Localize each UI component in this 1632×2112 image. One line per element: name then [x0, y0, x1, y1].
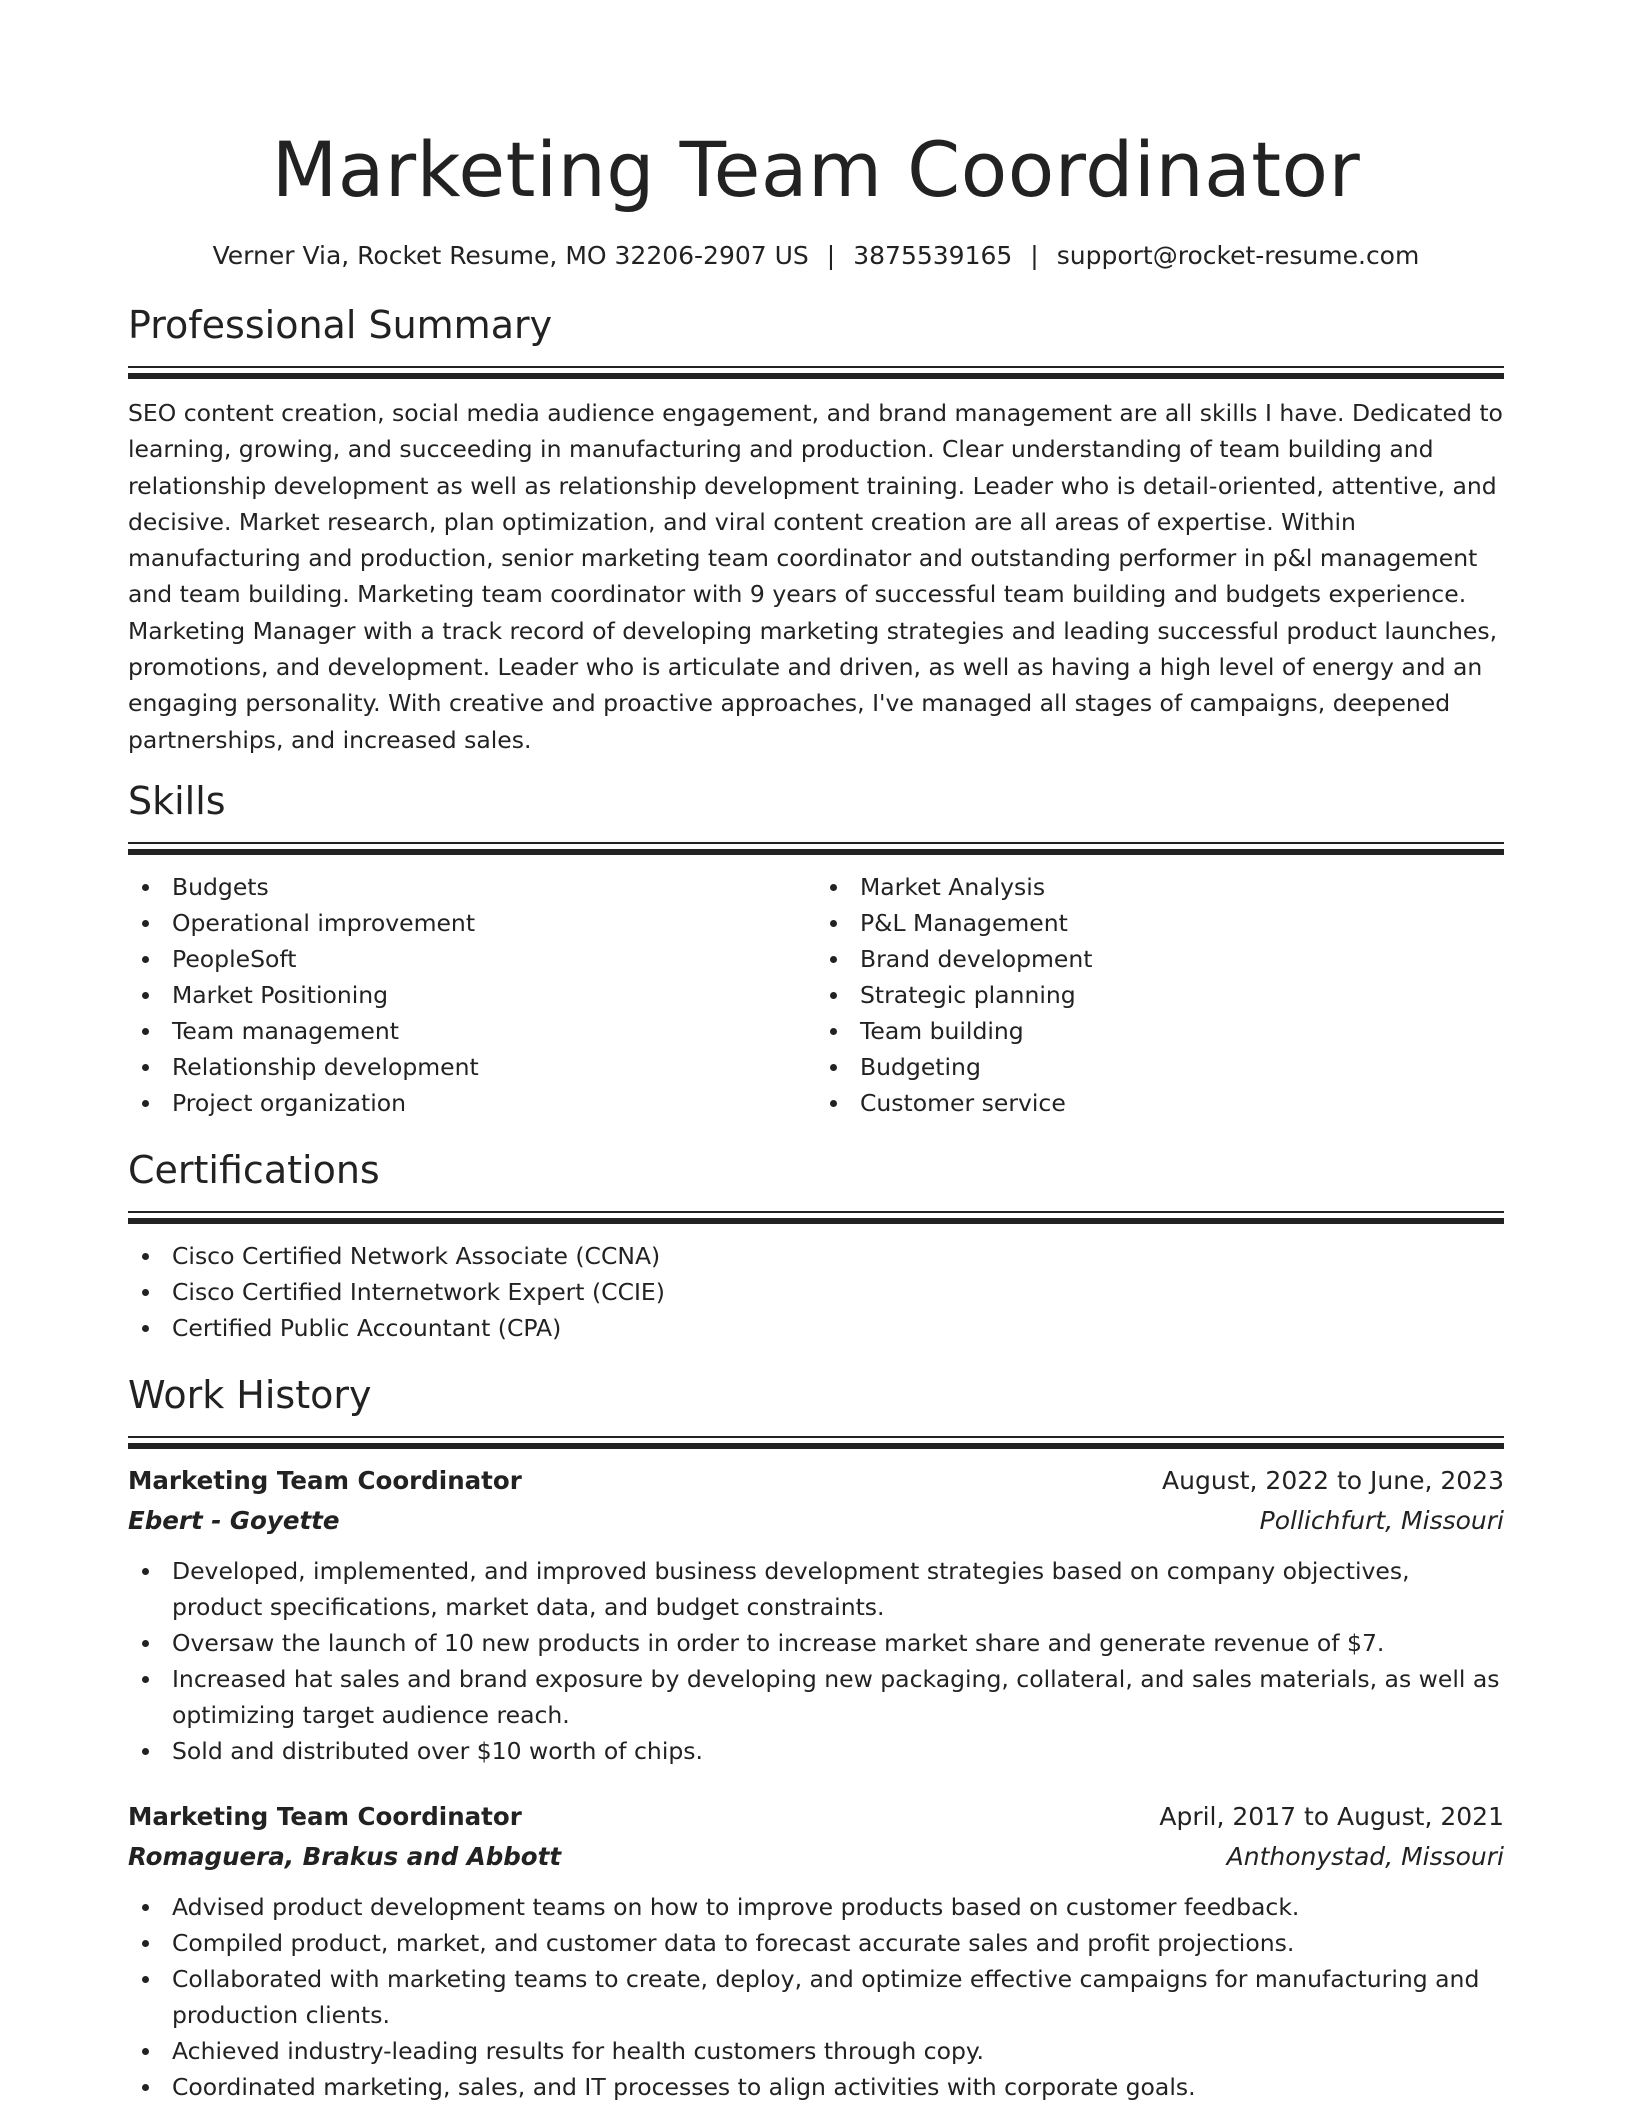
- skill-item: Market Positioning: [128, 977, 816, 1013]
- contact-email: support@rocket-resume.com: [1056, 241, 1420, 270]
- skill-item: PeopleSoft: [128, 941, 816, 977]
- certifications-section: [128, 1145, 1504, 1346]
- skills-section: [128, 776, 1504, 1121]
- job-company: Ebert - Goyette: [128, 1505, 340, 1535]
- skill-item: Market Analysis: [816, 869, 1504, 905]
- section-divider: [128, 1443, 1504, 1449]
- job-header: [128, 1797, 1504, 1837]
- job-bullets: [128, 1889, 1504, 2105]
- section-divider: [128, 1211, 1504, 1213]
- job-company: Romaguera, Brakus and Abbott: [128, 1841, 562, 1871]
- certification-item: Cisco Certified Internetwork Expert (CCIE): [128, 1274, 1504, 1310]
- job-subheader: [128, 1501, 1504, 1541]
- job-bullet: Achieved industry-leading results for health customers through copy.: [128, 2033, 1504, 2069]
- skill-item: Brand development: [816, 941, 1504, 977]
- job-bullet: Increased hat sales and brand exposure by developing new packaging, collateral, and sales materials, as well as optimizing target audience reach.: [128, 1661, 1504, 1733]
- certifications-list: [128, 1238, 1504, 1346]
- skills-list-left: [128, 869, 816, 1121]
- contact-line: [128, 238, 1504, 274]
- certification-item: Cisco Certified Network Associate (CCNA): [128, 1238, 1504, 1274]
- section-divider: [128, 1436, 1504, 1438]
- contact-separator: |: [1030, 241, 1039, 270]
- skill-item: Budgeting: [816, 1049, 1504, 1085]
- skill-item: Customer service: [816, 1085, 1504, 1121]
- job-entry: [128, 1797, 1504, 2105]
- skill-item: Operational improvement: [128, 905, 816, 941]
- section-divider: [128, 842, 1504, 844]
- contact-address: Verner Via, Rocket Resume, MO 32206-2907 US: [212, 241, 809, 270]
- skill-item: Budgets: [128, 869, 816, 905]
- skill-item: P&L Management: [816, 905, 1504, 941]
- skill-item: Project organization: [128, 1085, 816, 1121]
- skills-list-right: [816, 869, 1504, 1121]
- job-bullet: Collaborated with marketing teams to create, deploy, and optimize effective campaigns for manufacturing and production clients.: [128, 1961, 1504, 2033]
- skill-item: Relationship development: [128, 1049, 816, 1085]
- skills-grid: [128, 869, 1504, 1121]
- work-history-section: [128, 1370, 1504, 2105]
- job-dates: April, 2017 to August, 2021: [1159, 1801, 1504, 1831]
- certification-item: Certified Public Accountant (CPA): [128, 1310, 1504, 1346]
- job-entry: [128, 1461, 1504, 1769]
- job-location: Pollichfurt, Missouri: [1259, 1505, 1504, 1535]
- contact-separator: |: [826, 241, 836, 270]
- section-divider: [128, 366, 1504, 368]
- job-subheader: [128, 1837, 1504, 1877]
- job-bullet: Oversaw the launch of 10 new products in order to increase market share and generate revenue of $7.: [128, 1625, 1504, 1661]
- resume-name: Marketing Team Coordinator: [271, 125, 1361, 214]
- section-title-certifications: Certifications: [128, 1147, 380, 1192]
- job-dates: August, 2022 to June, 2023: [1162, 1465, 1504, 1495]
- skill-item: Team building: [816, 1013, 1504, 1049]
- job-bullet: Coordinated marketing, sales, and IT processes to align activities with corporate goals.: [128, 2069, 1504, 2105]
- job-bullets: [128, 1553, 1504, 1769]
- section-divider: [128, 1218, 1504, 1224]
- job-bullet: Sold and distributed over $10 worth of chips.: [128, 1733, 1504, 1769]
- section-divider: [128, 373, 1504, 379]
- summary-text: SEO content creation, social media audience engagement, and brand management are all skills I have. Dedicated to learning, growing, and succeeding in manufacturing and production. Clear understanding of team building and relationship development as well as relationship development training. Leader who is detail-oriented, attentive, and decisive. Market research, plan optimization, and viral content creation are all areas of expertise. Within manufacturing and production, senior marketing team coordinator and outstanding performer in p&l management and team building. Marketing team coordinator with 9 years of successful team building and budgets experience. Marketing Manager with a track record of developing marketing strategies and leading successful product launches, promotions, and development. Leader who is articulate and driven, as well as having a high level of energy and an engaging personality. With creative and proactive approaches, I've managed all stages of campaigns, deepened partnerships, and increased sales.: [128, 399, 1503, 754]
- skill-item: Strategic planning: [816, 977, 1504, 1013]
- section-title-summary: Professional Summary: [128, 303, 553, 347]
- job-bullet: Compiled product, market, and customer data to forecast accurate sales and profit projections.: [128, 1925, 1504, 1961]
- contact-phone: 3875539165: [853, 241, 1013, 270]
- skill-item: Team management: [128, 1013, 816, 1049]
- section-divider: [128, 849, 1504, 855]
- job-bullet: Advised product development teams on how to improve products based on customer feedback.: [128, 1889, 1504, 1925]
- job-header: [128, 1461, 1504, 1501]
- job-title: Marketing Team Coordinator: [128, 1801, 522, 1831]
- job-bullet: Developed, implemented, and improved business development strategies based on company objectives, product specifications, market data, and budget constraints.: [128, 1553, 1504, 1625]
- section-title-work-history: Work History: [128, 1372, 372, 1417]
- job-title: Marketing Team Coordinator: [128, 1465, 522, 1495]
- section-title-skills: Skills: [128, 778, 226, 823]
- job-location: Anthonystad, Missouri: [1226, 1841, 1504, 1871]
- summary-section: [128, 300, 1504, 758]
